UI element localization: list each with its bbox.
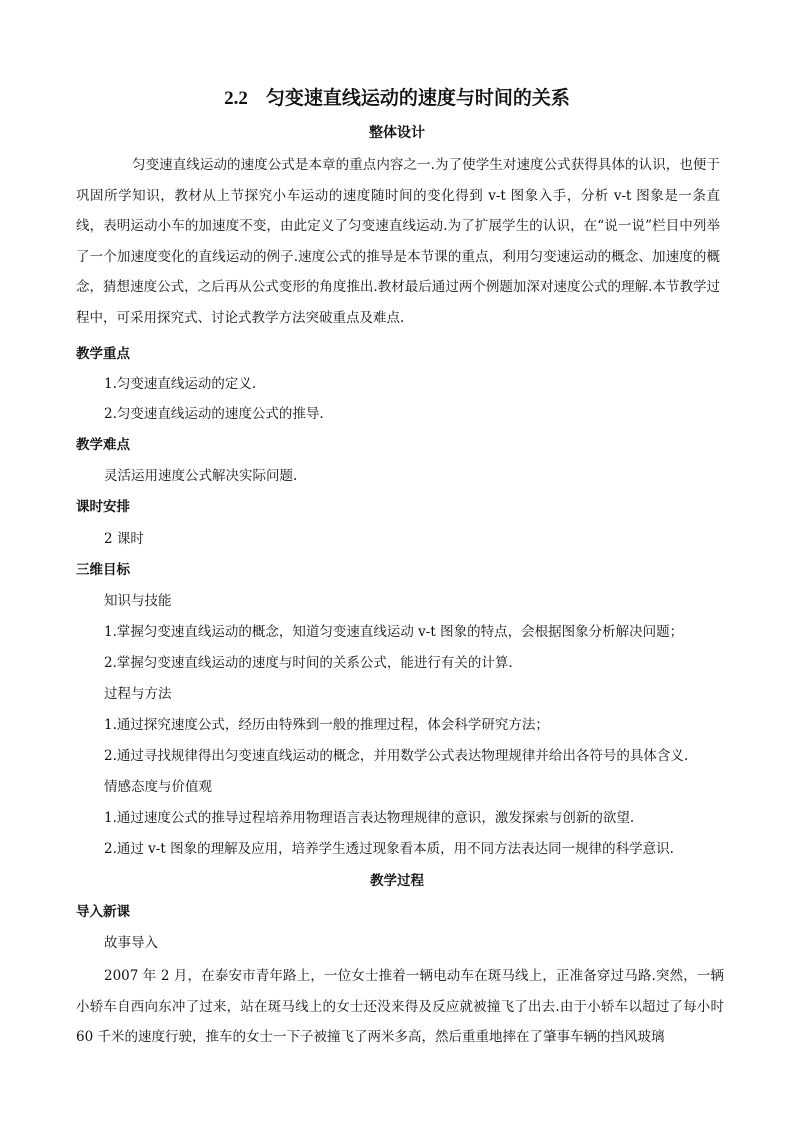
- goals-heading: 三维目标: [76, 562, 130, 578]
- intro-heading: 导入新课: [76, 904, 130, 920]
- section-number: 2.2: [224, 88, 248, 109]
- schedule-heading: 课时安排: [76, 499, 130, 515]
- process-method-heading: 过程与方法: [104, 686, 172, 702]
- overall-design-paragraph: 匀变速直线运动的速度公式是本章的重点内容之一.为了使学生对速度公式获得具体的认识，也便于巩固所学知识，教材从上节探究小车运动的速度随时间的变化得到 v-t 图象入手，分析 v-t 图象是一条直线，表明运动小车的加速度不变，由此定义了匀变速直线运动.为了扩展学生的认识，在“说一说”栏目中列举了一个加速度变化的直线运动的例子.速度公式的推导是本节课的重点，利用匀变速运动的概念、加速度的概念，猜想速度公式，之后再从公式变形的角度推出.教材最后通过两个例题加深对速度公式的理解.本节教学过程中，可采用探究式、讨论式教学方法突破重点及难点.: [76, 157, 720, 326]
- process-heading: 教学过程: [370, 873, 424, 889]
- emotion-item: 2.通过 v-t 图象的理解及应用，培养学生透过现象看本质，用不同方法表达同一规律的科学意识.: [104, 841, 674, 857]
- schedule-text: 2 课时: [104, 531, 144, 547]
- key-point-item: 2.匀变速直线运动的速度公式的推导.: [104, 406, 324, 422]
- knowledge-item: 1.掌握匀变速直线运动的概念，知道匀变速直线运动 v-t 图象的特点，会根据图象分析解决问题；: [104, 624, 684, 640]
- story-heading: 故事导入: [104, 935, 158, 951]
- knowledge-heading: 知识与技能: [104, 593, 172, 609]
- difficulties-text: 灵活运用速度公式解决实际问题.: [104, 468, 298, 484]
- difficulties-heading: 教学难点: [76, 437, 130, 453]
- key-points-heading: 教学重点: [76, 346, 130, 362]
- emotion-item: 1.通过速度公式的推导过程培养用物理语言表达物理规律的意识，激发探索与创新的欲望.: [104, 810, 635, 826]
- section-title: 匀变速直线运动的速度与时间的关系: [265, 87, 570, 109]
- overall-design-heading: 整体设计: [369, 125, 425, 141]
- knowledge-item: 2.掌握匀变速直线运动的速度与时间的关系公式，能进行有关的计算.: [104, 655, 513, 671]
- process-method-item: 2.通过寻找规律得出匀变速直线运动的概念，并用数学公式表达物理规律并给出各符号的具体含义.: [104, 748, 689, 764]
- page-title: [0, 84, 794, 113]
- key-point-item: 1.匀变速直线运动的定义.: [104, 376, 257, 392]
- emotion-heading: 情感态度与价值观: [104, 779, 212, 795]
- process-method-item: 1.通过探究速度公式，经历由特殊到一般的推理过程，体会科学研究方法；: [104, 717, 549, 733]
- story-paragraph: 2007 年 2 月，在泰安市青年路上，一位女士推着一辆电动车在斑马线上，正准备穿过马路.突然，一辆小轿车自西向东冲了过来，站在斑马线上的女士还没来得及反应就被撞飞了出去.由于小轿车以超过了每小时 60 千米的速度行驶，推车的女士一下子被撞飞了两米多高，然后重重地摔在了肇事车辆的挡风玻璃: [76, 968, 724, 1045]
